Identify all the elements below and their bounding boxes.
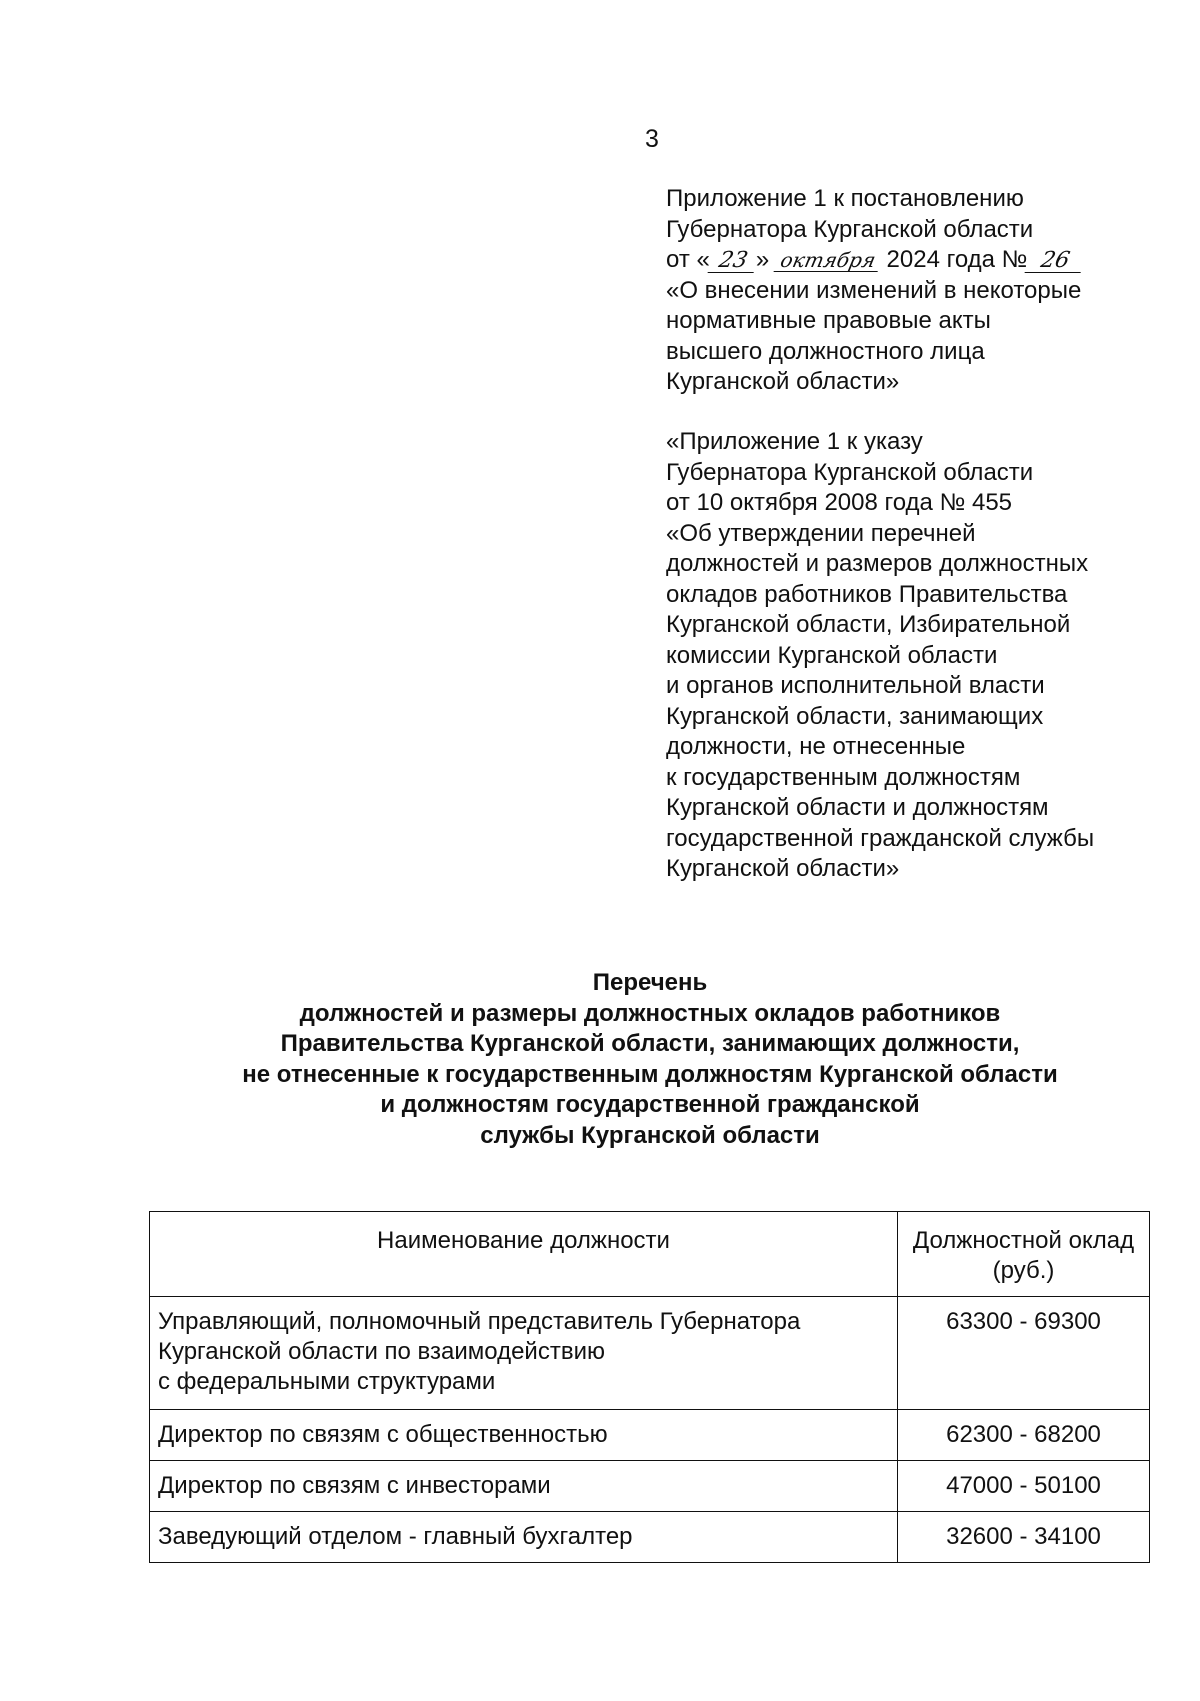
appendix-decree-line: Курганской области» bbox=[666, 368, 900, 395]
handwritten-month: октября bbox=[773, 249, 882, 272]
appendix-decree-line: нормативные правовые акты bbox=[666, 307, 991, 334]
title-line: службы Курганской области bbox=[480, 1121, 820, 1149]
appendix-decree-line: «О внесении изменений в некоторые bbox=[666, 276, 1082, 304]
appendix-order-block bbox=[666, 427, 1186, 885]
appendix-decree-line: Приложение 1 к постановлению bbox=[666, 185, 1024, 212]
table-header-row bbox=[150, 1212, 1150, 1297]
appendix-order-line: «Приложение 1 к указу bbox=[666, 428, 923, 455]
appendix-order-line: должности, не отнесенные bbox=[666, 733, 966, 760]
table-row bbox=[150, 1512, 1150, 1563]
document-title bbox=[150, 968, 1150, 1151]
position-name-line: с федеральными структурами bbox=[158, 1368, 496, 1395]
appendix-order-line: и органов исполнительной власти bbox=[666, 672, 1045, 699]
title-line: Перечень bbox=[592, 969, 708, 996]
appendix-order-line: должностей и размеров должностных bbox=[666, 550, 1089, 577]
appendix-decree-line: Губернатора Курганской области bbox=[666, 215, 1034, 243]
date-year-text: 2024 года № bbox=[886, 246, 1028, 273]
appendix-order-line: Курганской области и должностям bbox=[666, 794, 1049, 821]
appendix-decree-line: высшего должностного лица bbox=[666, 337, 985, 365]
salary-cell: 32600 - 34100 bbox=[898, 1512, 1150, 1563]
appendix-decree-date-line bbox=[666, 245, 1186, 276]
title-line: Правительства Курганской области, занимающих должности, bbox=[280, 1030, 1020, 1057]
title-line: и должностям государственной гражданской bbox=[380, 1091, 920, 1118]
appendix-order-line: Курганской области, Избирательной bbox=[666, 611, 1071, 638]
date-mid: » bbox=[755, 246, 770, 273]
handwritten-day: 23 bbox=[707, 250, 758, 273]
appendix-order-line: к государственным должностям bbox=[666, 763, 1021, 791]
date-prefix: от « bbox=[666, 246, 710, 273]
handwritten-number: 26 bbox=[1025, 250, 1086, 273]
salary-cell: 47000 - 50100 bbox=[898, 1461, 1150, 1512]
appendix-order-line: Губернатора Курганской области bbox=[666, 458, 1034, 486]
position-name-cell: Директор по связям с общественностью bbox=[150, 1410, 898, 1461]
appendix-order-line: окладов работников Правительства bbox=[666, 580, 1068, 608]
header-position-name: Наименование должности bbox=[150, 1212, 898, 1297]
positions-table bbox=[149, 1211, 1150, 1563]
salary-cell: 62300 - 68200 bbox=[898, 1410, 1150, 1461]
appendix-order-line: Курганской области» bbox=[666, 855, 900, 882]
appendix-order-line: «Об утверждении перечней bbox=[666, 519, 976, 547]
appendix-order-line: от 10 октября 2008 года № 455 bbox=[666, 489, 1013, 516]
table-row bbox=[150, 1410, 1150, 1461]
appendix-order-line: государственной гражданской службы bbox=[666, 824, 1095, 852]
title-line: не отнесенные к государственным должностям Курганской области bbox=[242, 1060, 1058, 1088]
page-number: 3 bbox=[645, 125, 659, 153]
appendix-order-line: комиссии Курганской области bbox=[666, 641, 998, 669]
header-salary: Должностной оклад (руб.) bbox=[898, 1212, 1150, 1297]
salary-cell: 63300 - 69300 bbox=[898, 1297, 1150, 1410]
title-line: должностей и размеры должностных окладов работников bbox=[299, 999, 1001, 1027]
appendix-decree-block bbox=[666, 184, 1186, 398]
table-row bbox=[150, 1461, 1150, 1512]
position-name-cell: Директор по связям с инвесторами bbox=[150, 1461, 898, 1512]
position-name-line: Курганской области по взаимодействию bbox=[158, 1338, 605, 1365]
table-row bbox=[150, 1297, 1150, 1410]
position-name-cell bbox=[150, 1297, 898, 1410]
appendix-order-line: Курганской области, занимающих bbox=[666, 702, 1044, 730]
position-name-line: Управляющий, полномочный представитель Губернатора bbox=[158, 1308, 801, 1335]
position-name-cell: Заведующий отделом - главный бухгалтер bbox=[150, 1512, 898, 1563]
